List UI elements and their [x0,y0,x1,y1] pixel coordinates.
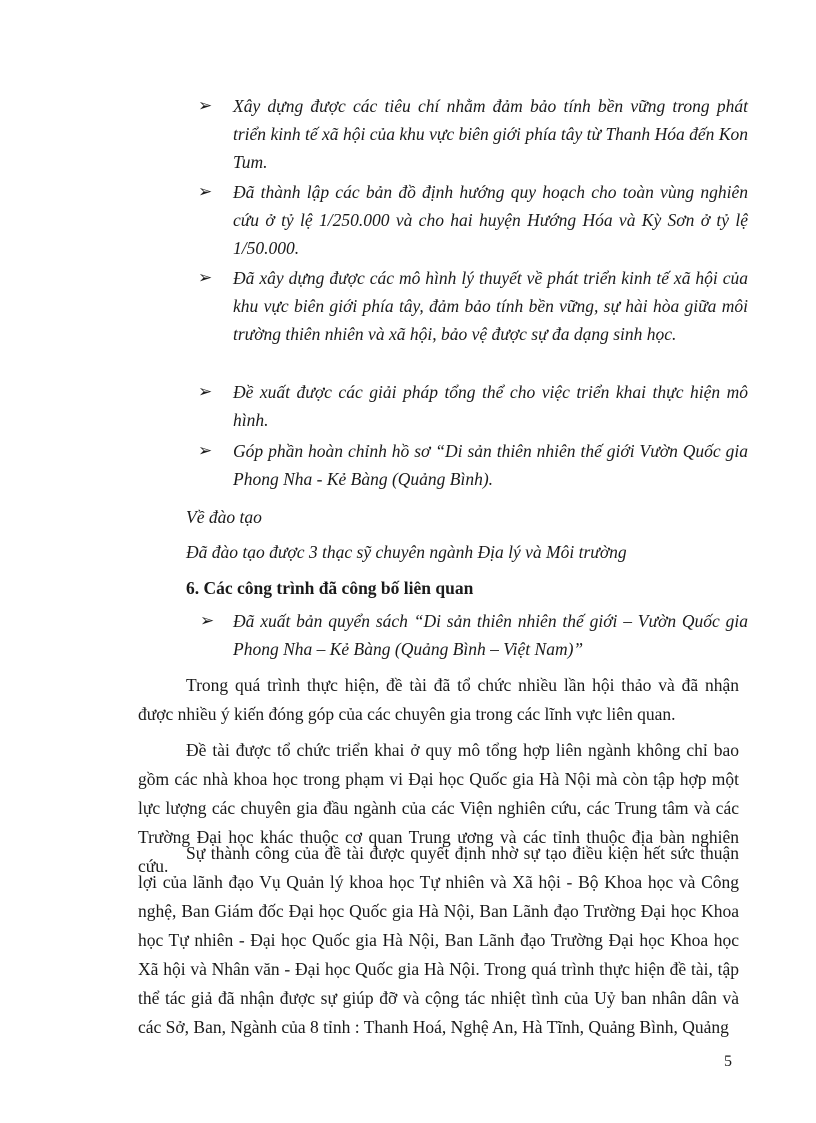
arrow-bullet-icon: ➢ [198,96,213,115]
arrow-bullet-icon: ➢ [198,182,213,201]
arrow-bullet-icon: ➢ [198,268,213,287]
arrow-bullet-icon: ➢ [198,382,213,401]
bullet-text: Đã xuất bản quyển sách “Di sản thiên nhiên thế giới – Vườn Quốc gia Phong Nha – Kẻ Bàng (Quảng Bình – Việt Nam)” [233,611,748,659]
bullet-text: Đề xuất được các giải pháp tổng thể cho việc triển khai thực hiện mô hình. [233,382,748,430]
bullet-text: Xây dựng được các tiêu chí nhằm đảm bảo tính bền vững trong phát triển kinh tế xã hội của khu vực biên giới phía tây từ Thanh Hóa đến Kon Tum. [233,96,748,172]
body-paragraph: Trong quá trình thực hiện, đề tài đã tổ chức nhiều lần hội thảo và đã nhận được nhiều ý kiến đóng góp của các chuyên gia trong các lĩnh vực liên quan. [138,675,739,724]
body-paragraph: Đề tài được tổ chức triển khai ở quy mô tổng hợp liên ngành không chỉ bao gồm các nhà khoa học trong phạm vi Đại học Quốc gia Hà Nội mà còn tập hợp một lực lượng các chuyên gia đầu ngành của các Viện nghiên cứu, các Trung tâm và các Trường Đại học khác thuộc cơ quan Trung ương và các tỉnh thuộc địa bàn nghiên cứu. [138,740,739,876]
body-paragraph: Sự thành công của đề tài được quyết định nhờ sự tạo điều kiện hết sức thuận lợi của lãnh đạo Vụ Quản lý khoa học Tự nhiên và Xã hội - Bộ Khoa học và Công nghệ, Ban Giám đốc Đại học Quốc gia Hà Nội, Ban Lãnh đạo Trường Đại học Khoa học Tự nhiên - Đại học Quốc gia Hà Nội, Ban Lãnh đạo Trường Đại học Khoa học Xã hội và Nhân văn - Đại học Quốc gia Hà Nội. Trong quá trình thực hiện đề tài, tập thể tác giả đã nhận được sự giúp đỡ và cộng tác nhiệt tình của Uỷ ban nhân dân và các Sở, Ban, Ngành của 8 tỉnh : Thanh Hoá, Nghệ An, Hà Tĩnh, Quảng Bình, Quảng [138,843,739,1037]
training-title: Về đào tạo [186,507,262,527]
bullet-text: Đã thành lập các bản đồ định hướng quy hoạch cho toàn vùng nghiên cứu ở tỷ lệ 1/250.000 và cho hai huyện Hướng Hóa và Kỳ Sơn ở tỷ lệ 1/50.000. [233,182,748,258]
training-text: Đã đào tạo được 3 thạc sỹ chuyên ngành Địa lý và Môi trường [186,542,627,562]
bullet-text: Đã xây dựng được các mô hình lý thuyết về phát triển kinh tế xã hội của khu vực biên giới phía tây, đảm bảo tính bền vững, sự hài hòa giữa môi trường thiên nhiên và xã hội, bảo vệ được sự đa dạng sinh học. [233,268,748,344]
bullet-text: Góp phần hoàn chỉnh hồ sơ “Di sản thiên nhiên thế giới Vườn Quốc gia Phong Nha - Kẻ Bàng (Quảng Bình). [233,441,748,489]
arrow-bullet-icon: ➢ [198,441,213,460]
page-number: 5 [724,1053,732,1070]
arrow-bullet-icon: ➢ [200,611,215,630]
section-heading: 6. Các công trình đã công bố liên quan [186,578,474,598]
